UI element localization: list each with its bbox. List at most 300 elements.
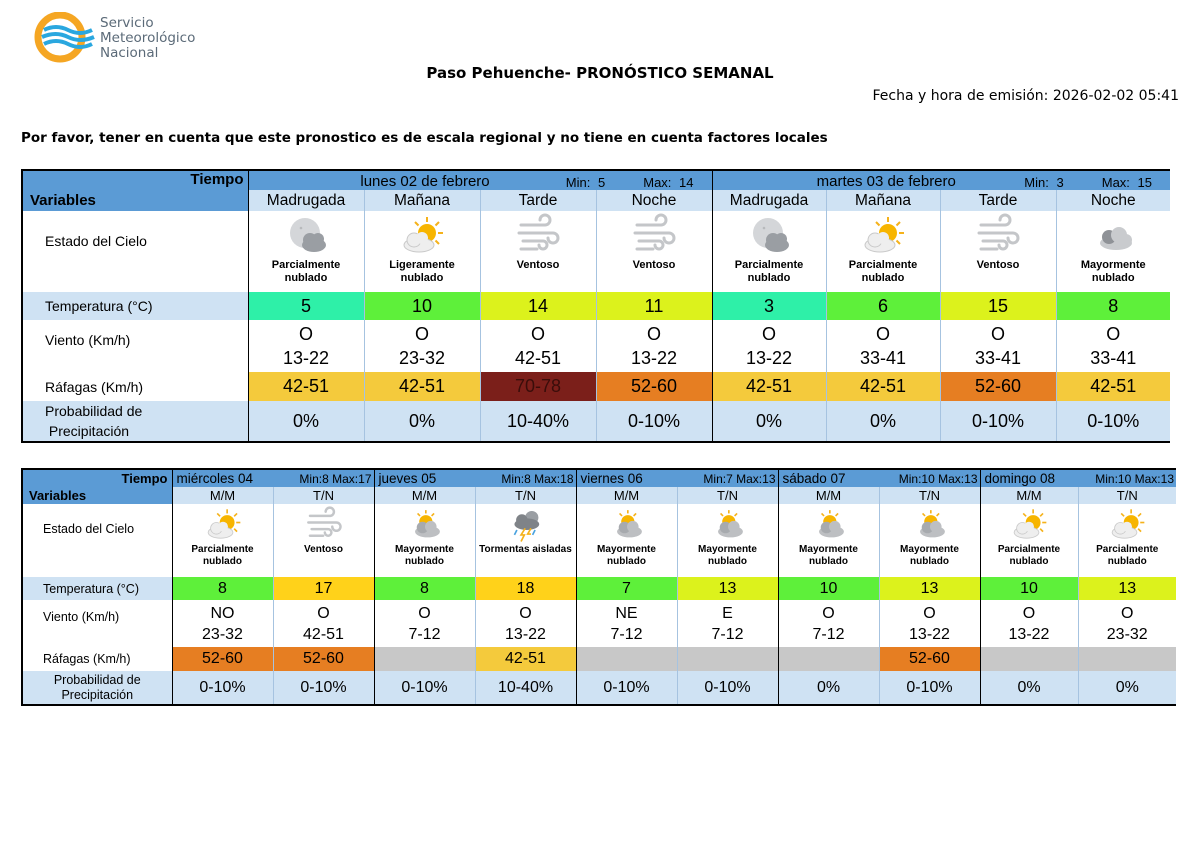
precip-label-line1: Probabilidad de [45,403,143,419]
gust-value: 70-78 [480,372,596,401]
precip-value: 0-10% [172,671,273,705]
min-value: 5 [597,175,606,190]
wind-cell [1078,600,1176,647]
day-minmax [1095,472,1174,486]
gust-value: 42-51 [1056,372,1170,401]
sky-description-line: Ventoso [304,544,343,555]
sky-cell [712,211,826,292]
sky-description-line: Parcialmente [1096,544,1159,555]
period-header: T/N [475,487,576,504]
period-header: Noche [596,190,712,211]
period-header: Tarde [940,190,1056,211]
day-header [980,469,1176,487]
row-label-wind: Viento (Km/h) [45,332,131,348]
wind-speed: 33-41 [974,348,1022,368]
sky-cell [879,504,980,577]
wind-direction: O [923,604,936,622]
wind-direction: O [875,324,890,344]
wind-direction: O [298,324,313,344]
max-value: 18 [560,472,574,486]
max-value: 17 [358,472,372,486]
sky-description [517,259,560,272]
logo-text [100,16,195,61]
wind-speed: 13-22 [1008,625,1050,643]
sky-description-line: nublado [747,272,791,284]
gust-value: 52-60 [940,372,1056,401]
day-header [778,469,980,487]
sky-wrap [981,504,1078,568]
row-label-temperature: Temperatura (°C) [22,292,248,320]
period-header: T/N [273,487,374,504]
max-value: 13 [964,472,978,486]
sky-description-line: Parcialmente [734,259,804,271]
wind-speed: 13-22 [630,348,678,368]
temperature-value: 8 [374,577,475,600]
sky-description-line: nublado [284,272,328,284]
gust-value: 42-51 [712,372,826,401]
wind-direction: O [530,324,545,344]
sky-description-line: nublado [1009,556,1049,567]
disclaimer: Por favor, tener en cuenta que este pronostico es de escala regional y no tiene en cuenta factores locales [21,130,828,146]
sky-wrap [713,211,826,285]
sky-description-line: Parcialmente [271,259,341,271]
wind-speed: 42-51 [303,625,344,643]
wind-speed: 13-22 [909,625,950,643]
temperature-value: 7 [576,577,677,600]
sky-description-line: Mayormente [597,544,656,555]
day-name: martes 03 de febrero [816,173,956,190]
wind-speed: 23-32 [398,348,446,368]
max-label: Max: [1101,175,1130,190]
sky-description-line: Ventoso [976,259,1020,271]
wind-cell [940,320,1056,372]
precip-value: 0% [712,401,826,442]
wind-icon [973,213,1023,259]
wind-cell [778,600,879,647]
row-label-sky: Estado del Cielo [45,233,147,249]
precip-value: 10-40% [475,671,576,705]
precip-value: 0-10% [940,401,1056,442]
day-header [172,469,374,487]
gust-value: 42-51 [364,372,480,401]
gust-value [374,647,475,671]
sun-cloud-icon [1106,506,1148,544]
min-value: 10 [921,472,935,486]
moon-cloud-icon [281,213,331,259]
wind-direction: O [1022,604,1036,622]
row-label-gusts: Ráfagas (Km/h) [45,378,144,395]
sun-cloud-gray-icon [606,506,648,544]
max-label: Max: [643,175,672,190]
precip-label-line1: Probabilidad de [53,672,141,687]
gust-value: 42-51 [826,372,940,401]
day-minmax [299,472,371,486]
temperature-value: 10 [980,577,1078,600]
sun-cloud-gray-icon [808,506,850,544]
sky-cell [172,504,273,577]
sky-wrap [577,504,677,568]
sky-cell [826,211,940,292]
wind-direction: NO [210,604,235,622]
gust-value: 42-51 [248,372,364,401]
wind-speed: 33-41 [1090,348,1137,368]
max-label: Max: [938,472,965,486]
period-header: Mañana [826,190,940,211]
row-label-temperature: Temperatura (°C) [22,577,172,600]
row-label-gusts: Ráfagas (Km/h) [43,652,131,666]
wind-cell [374,600,475,647]
row-label-sky: Estado del Cielo [43,522,135,536]
day-name: sábado 07 [782,471,846,486]
sky-wrap [1079,504,1177,568]
wind-cell [677,600,778,647]
wind-cell [475,600,576,647]
precip-value: 0-10% [879,671,980,705]
wind-cell [1056,320,1170,372]
sky-description-line: nublado [708,556,747,567]
sky-cell [940,211,1056,292]
sky-description-line: Mayormente [799,544,858,555]
sky-cell [273,504,374,577]
precip-value: 0-10% [273,671,374,705]
day-header [374,469,576,487]
gust-value: 52-60 [879,647,980,671]
sky-wrap [880,504,980,568]
variables-header: Variables [22,190,248,211]
period-header: Noche [1056,190,1170,211]
temperature-value: 15 [940,292,1056,320]
row-label-precip [22,671,172,705]
temperature-value: 8 [1056,292,1170,320]
sky-description-line: Parcialmente [997,544,1061,555]
sun-cloud-gray-icon [707,506,749,544]
sky-description [272,259,340,285]
wind-cell [480,320,596,372]
forecast-table-days-1-2 [21,169,1170,443]
tiempo-header: Tiempo [22,170,248,190]
sky-cell [1056,211,1170,292]
sky-description [998,544,1060,568]
min-label: Min: [703,472,727,486]
cloud-icon [1088,213,1138,259]
day-minmax [899,472,978,486]
precip-value: 0-10% [677,671,778,705]
sky-description-line: Parcialmente [848,259,918,271]
sky-description-line: nublado [861,272,905,284]
sky-description-line: Tormentas aisladas [479,544,572,555]
day-name: viernes 06 [580,471,643,486]
wind-direction: O [990,324,1005,344]
precip-value: 10-40% [480,401,596,442]
gust-value [677,647,778,671]
period-header: M/M [576,487,677,504]
max-value: 13 [1160,472,1174,486]
logo-line-1: Servicio [100,15,154,31]
day-name: miércoles 04 [176,471,254,486]
sky-wrap [1057,211,1171,285]
precip-value: 0% [826,401,940,442]
period-header: Madrugada [712,190,826,211]
wind-speed: 7-12 [610,625,643,643]
min-value: 8 [524,472,531,486]
precip-value: 0-10% [1056,401,1170,442]
sky-wrap [375,504,475,568]
wind-direction: O [414,324,429,344]
temperature-value: 14 [480,292,596,320]
sun-cloud-icon [858,213,908,259]
sky-description [849,259,917,285]
wind-cell [172,600,273,647]
temperature-value: 13 [879,577,980,600]
sun-cloud-icon [397,213,447,259]
wind-icon [513,213,563,259]
sky-description-line: nublado [1107,556,1147,567]
sky-cell [980,504,1078,577]
wind-speed: 13-22 [505,625,546,643]
max-label: Max: [736,472,763,486]
min-label: Min: [565,175,591,190]
sky-wrap [249,211,364,285]
temperature-value: 5 [248,292,364,320]
period-header: M/M [778,487,879,504]
precip-label-line2: Precipitación [48,423,130,439]
wind-speed: 13-22 [745,348,793,368]
wind-cell [596,320,712,372]
min-label: Min: [1095,472,1118,486]
temperature-value: 10 [778,577,879,600]
sky-wrap [365,211,480,285]
sky-cell [677,504,778,577]
variables-header: Variables [22,487,172,504]
sky-description [479,544,572,556]
day-header [248,170,712,190]
emission-label: Fecha y hora de emisión: [872,88,1049,104]
precip-value: 0-10% [374,671,475,705]
sky-cell [576,504,677,577]
max-label: Max: [332,472,359,486]
sky-wrap [481,211,596,272]
min-value: 8 [322,472,329,486]
max-value: 15 [1137,175,1152,190]
wind-cell [576,600,677,647]
sky-wrap [173,504,273,568]
wind-direction: O [761,324,776,344]
emission-value: 2026-02-02 05:41 [1052,88,1179,104]
period-header: Tarde [480,190,596,211]
sky-description [395,544,454,568]
precip-value: 0% [980,671,1078,705]
emission-datetime [872,88,1179,104]
wind-direction: E [722,604,733,622]
day-minmax [1024,175,1152,190]
moon-cloud-icon [744,213,794,259]
min-label: Min: [501,472,525,486]
period-header: M/M [980,487,1078,504]
max-value: 14 [679,175,694,190]
sky-description-line: Ventoso [516,259,560,271]
wind-direction: O [317,604,330,622]
sky-description-line: Ventoso [632,259,676,271]
row-label-precip [22,401,248,442]
sky-description-line: Mayormente [1080,259,1146,271]
wind-speed: 13-22 [282,348,330,368]
day-name: lunes 02 de febrero [360,173,490,190]
min-value: 7 [726,472,733,486]
max-label: Max: [534,472,561,486]
wind-direction: O [1106,324,1121,344]
wind-direction: O [418,604,431,622]
day-minmax [566,175,694,190]
forecast-table-days-3-7 [21,468,1176,706]
storm-icon [505,506,547,544]
wind-direction: O [1121,604,1134,622]
wind-direction: NE [615,604,638,622]
max-value: 13 [762,472,776,486]
gust-value [778,647,879,671]
sky-description [633,259,676,272]
wind-cell [712,320,826,372]
temperature-value: 8 [172,577,273,600]
sky-cell [778,504,879,577]
sky-description-line: nublado [1091,272,1135,284]
wind-direction: O [646,324,661,344]
precip-value: 0% [778,671,879,705]
smn-logo-icon [34,12,96,64]
sky-description [799,544,858,568]
wind-cell [364,320,480,372]
day-name: domingo 08 [984,471,1056,486]
sky-description [597,544,656,568]
sky-description [1081,259,1146,285]
precip-value: 0-10% [576,671,677,705]
gust-value [1078,647,1176,671]
sky-description-line: nublado [203,556,242,567]
wind-cell [879,600,980,647]
temperature-value: 17 [273,577,374,600]
day-header [712,170,1170,190]
wind-speed: 42-51 [514,348,562,368]
sky-wrap [779,504,879,568]
wind-direction: O [822,604,835,622]
sky-cell [374,504,475,577]
min-value: 3 [1056,175,1064,190]
wind-icon [303,506,345,544]
temperature-value: 3 [712,292,826,320]
min-value: 10 [1117,472,1132,486]
day-name: jueves 05 [378,471,437,486]
temperature-value: 11 [596,292,712,320]
min-label: Min: [1024,175,1049,190]
sky-description-line: Mayormente [395,544,454,555]
logo-line-3: Nacional [100,45,159,61]
sky-wrap [476,504,576,556]
sky-description-line: Mayormente [900,544,959,555]
gust-value: 42-51 [475,647,576,671]
gust-value: 52-60 [273,647,374,671]
period-header: T/N [1078,487,1176,504]
sky-cell [475,504,576,577]
temperature-value: 13 [677,577,778,600]
sun-cloud-gray-icon [404,506,446,544]
temperature-value: 18 [475,577,576,600]
sky-description [191,544,253,568]
wind-speed: 7-12 [812,625,845,643]
wind-speed: 33-41 [859,348,907,368]
sky-description [389,259,454,285]
period-header: T/N [677,487,778,504]
temperature-value: 6 [826,292,940,320]
min-label: Min: [299,472,323,486]
sky-description-line: nublado [809,556,848,567]
gust-value: 52-60 [596,372,712,401]
sky-description [304,544,343,556]
wind-cell [273,600,374,647]
min-label: Min: [898,472,922,486]
sky-wrap [678,504,778,568]
sky-wrap [827,211,940,285]
tiempo-header: Tiempo [22,469,172,487]
wind-icon [629,213,679,259]
logo-line-2: Meteorológico [100,30,196,46]
sky-wrap [941,211,1056,272]
sky-description-line: Ligeramente [389,259,455,271]
sky-cell [480,211,596,292]
sky-description-line: nublado [607,556,646,567]
gust-value [576,647,677,671]
precip-label-line2: Precipitación [61,687,134,702]
page-title: Paso Pehuenche- PRONÓSTICO SEMANAL [426,64,774,82]
temperature-value: 13 [1078,577,1176,600]
sky-description [977,259,1020,272]
wind-speed: 7-12 [711,625,744,643]
wind-cell [826,320,940,372]
max-label: Max: [1134,472,1161,486]
precip-value: 0% [248,401,364,442]
sky-description [735,259,803,285]
wind-cell [248,320,364,372]
sky-description [698,544,757,568]
period-header: Madrugada [248,190,364,211]
period-header: Mañana [364,190,480,211]
wind-direction: O [519,604,532,622]
sky-cell [1078,504,1176,577]
sky-cell [248,211,364,292]
sky-cell [596,211,712,292]
precip-value: 0% [364,401,480,442]
period-header: T/N [879,487,980,504]
sun-cloud-icon [202,506,244,544]
gust-value: 52-60 [172,647,273,671]
day-header [576,469,778,487]
period-header: M/M [172,487,273,504]
sky-wrap [274,504,374,556]
precip-value: 0-10% [596,401,712,442]
period-header: M/M [374,487,475,504]
wind-speed: 23-32 [202,625,243,643]
sky-cell [364,211,480,292]
sun-cloud-gray-icon [909,506,951,544]
wind-speed: 7-12 [408,625,441,643]
sky-wrap [597,211,712,272]
sky-description-line: Mayormente [698,544,757,555]
sky-description [900,544,959,568]
precip-value: 0% [1078,671,1176,705]
temperature-value: 10 [364,292,480,320]
sky-description-line: nublado [910,556,949,567]
wind-speed: 23-32 [1106,625,1148,643]
sky-description-line: nublado [400,272,444,284]
wind-cell [980,600,1078,647]
